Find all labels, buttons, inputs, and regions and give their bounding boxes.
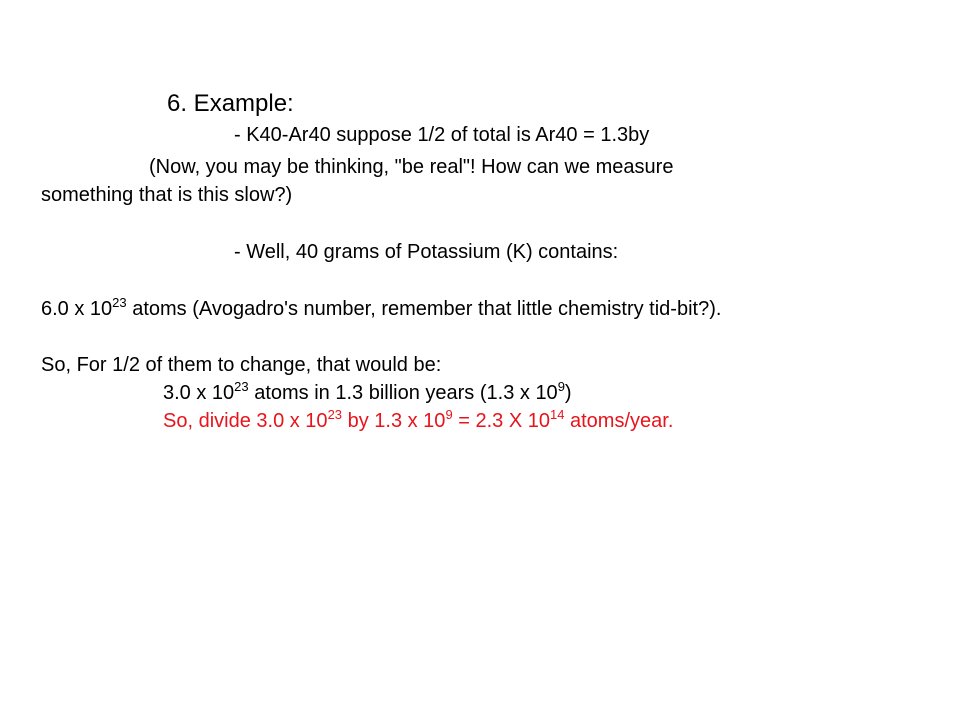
k40-ar40-line: - K40-Ar40 suppose 1/2 of total is Ar40 = 1.3by (234, 124, 650, 146)
half-atoms-part2: atoms in 1.3 billion years (1.3 x 10 (248, 382, 558, 404)
divide-line (163, 409, 673, 433)
half-atoms-exponent-2: 9 (557, 379, 565, 394)
divide-part3: = 2.3 X 10 (452, 410, 550, 432)
now-thinking-line-1: (Now, you may be thinking, "be real"! How can we measure (149, 156, 674, 178)
divide-part2: by 1.3 x 10 (342, 410, 446, 432)
half-atoms-exponent-1: 23 (234, 379, 249, 394)
divide-exponent-1: 23 (327, 407, 343, 422)
now-thinking-line-2: something that is this slow?) (41, 184, 293, 206)
avogadro-exponent: 23 (112, 295, 127, 310)
avogadro-line (41, 297, 721, 321)
potassium-line: - Well, 40 grams of Potassium (K) contains: (234, 241, 619, 263)
slide-title: 6. Example: (167, 90, 294, 117)
half-change-line: So, For 1/2 of them to change, that would be: (41, 354, 442, 376)
divide-part4: atoms/year. (564, 410, 674, 432)
divide-exponent-3: 14 (549, 407, 565, 422)
avogadro-base: 6.0 x 10 (41, 298, 113, 320)
half-atoms-line (163, 381, 572, 405)
divide-part1: So, divide 3.0 x 10 (163, 410, 328, 432)
avogadro-rest: atoms (Avogadro's number, remember that little chemistry tid-bit?). (126, 298, 722, 320)
divide-exponent-2: 9 (445, 407, 453, 422)
half-atoms-part3: ) (564, 382, 572, 404)
half-atoms-part1: 3.0 x 10 (163, 382, 235, 404)
